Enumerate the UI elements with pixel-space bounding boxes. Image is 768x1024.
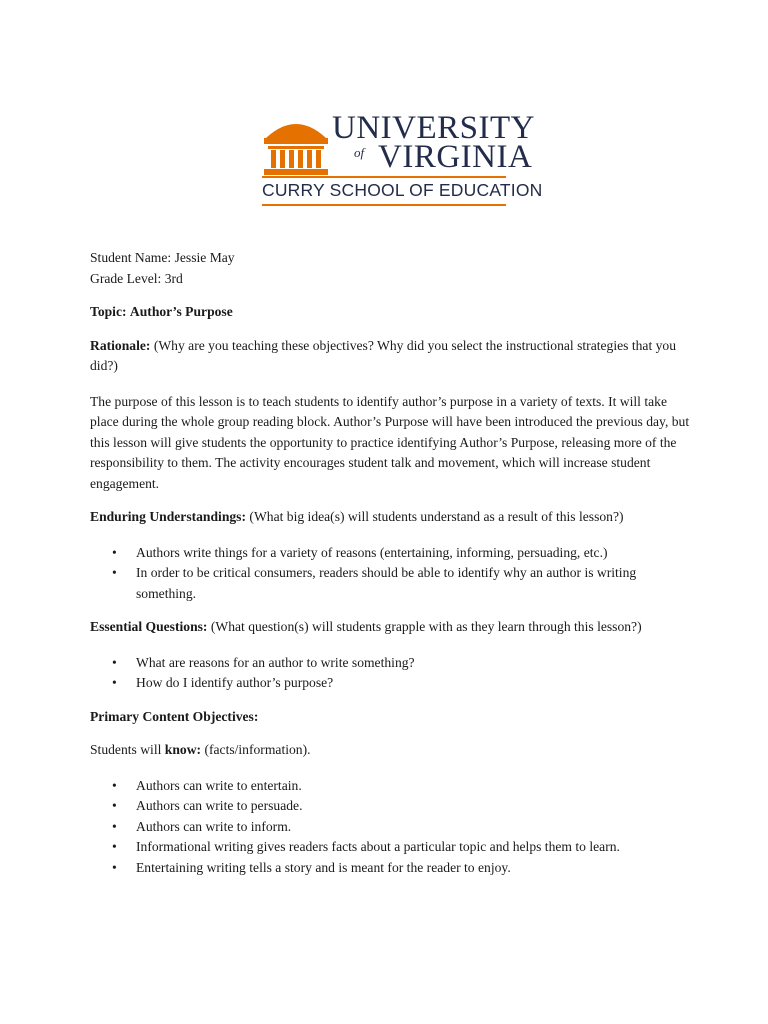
bullet-icon: • (112, 675, 117, 690)
list-item: • Authors can write to persuade. (90, 796, 690, 817)
enduring-question: (What big idea(s) will students understand as a result of this lesson?) (246, 509, 624, 524)
list-item: • Informational writing gives readers facts about a particular topic and helps them to learn. (90, 837, 690, 858)
objectives-list (90, 776, 690, 879)
essential-list (90, 653, 690, 694)
enduring-list (90, 543, 690, 605)
topic-label: Topic: (90, 304, 127, 319)
bullet-icon: • (112, 544, 117, 560)
list-item: • How do I identify author’s purpose? (90, 673, 690, 694)
know-label: know: (164, 742, 202, 757)
bullet-icon: • (112, 777, 117, 793)
student-name-line (90, 248, 690, 269)
list-item: • What are reasons for an author to write something? (90, 653, 690, 674)
grade-level-label: Grade Level: (90, 270, 162, 286)
list-item: • Authors can write to entertain. (90, 776, 690, 797)
bullet-icon: • (112, 818, 117, 834)
bullet-icon: • (112, 859, 117, 875)
logo-top-rule (262, 176, 506, 178)
essential-question: (What question(s) will students grapple with as they learn through this lesson?) (207, 619, 642, 634)
grade-level-line (90, 269, 690, 290)
logo-school-text: CURRY SCHOOL OF EDUCATION (262, 180, 543, 200)
uva-curry-logo (258, 108, 543, 212)
rationale-question: (Why are you teaching these objectives? Why did you select the instructional strategies that you did?) (90, 337, 677, 373)
grade-level-value: 3rd (164, 270, 183, 286)
logo-bottom-rule (262, 204, 506, 206)
bullet-icon: • (112, 654, 117, 670)
rationale-label: Rationale: (90, 337, 151, 353)
bullet-icon: • (112, 798, 117, 813)
rationale-body: The purpose of this lesson is to teach students to identify author’s purpose in a variety of texts. It will take place during the whole group reading block. Author’s Purpose will have been introduced the previous day, but this lesson will give students the opportunity to practice identifying Author’s Purpose, releasing more of the responsibility to them. The activity encourages student talk and movement, which will increase student engagement. (90, 393, 690, 491)
lesson-plan-document (90, 248, 690, 878)
bullet-icon: • (112, 839, 117, 854)
students-will-know-line: Students will know: (facts/information). (90, 742, 311, 757)
list-item: • Entertaining writing tells a story and is meant for the reader to enjoy. (90, 858, 690, 879)
list-item: • In order to be critical consumers, readers should be able to identify why an author is writing something. (112, 565, 637, 601)
topic-value: Author’s Purpose (129, 304, 233, 319)
logo-university-text: UNIVERSITY (332, 110, 535, 146)
logo-of-text: of (354, 145, 365, 160)
essential-prompt (90, 617, 690, 638)
student-name-value: Jessie May (174, 250, 235, 265)
essential-label: Essential Questions: (90, 619, 208, 634)
objectives-heading: Primary Content Objectives: (90, 708, 259, 724)
enduring-label: Enduring Understandings: (90, 509, 247, 524)
rotunda-icon (262, 114, 330, 176)
student-name-label: Student Name: (90, 250, 172, 265)
topic-line (90, 302, 690, 323)
enduring-prompt (90, 507, 690, 528)
logo-virginia-text: VIRGINIA (378, 139, 533, 175)
list-item: • Authors write things for a variety of reasons (entertaining, informing, persuading, etc.) (90, 543, 690, 564)
bullet-icon: • (112, 565, 117, 580)
list-item: • Authors can write to inform. (90, 817, 690, 838)
rationale-prompt (90, 336, 690, 377)
